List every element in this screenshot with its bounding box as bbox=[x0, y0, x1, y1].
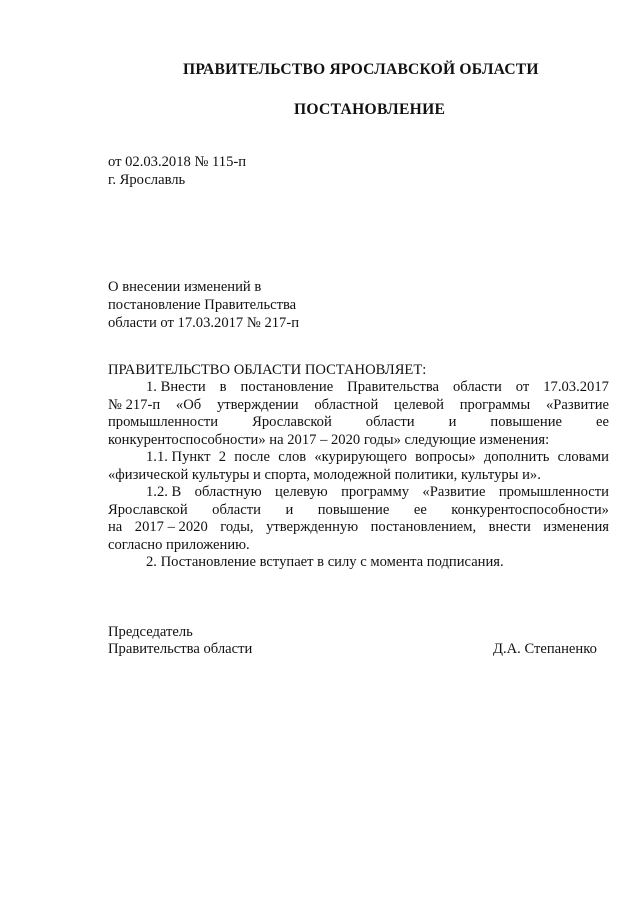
word: 2 bbox=[218, 449, 226, 465]
word: изменения bbox=[543, 519, 609, 535]
word: «Развитие bbox=[545, 396, 609, 413]
signatory-title: Правительства области bbox=[108, 641, 253, 657]
word: дополнить bbox=[483, 449, 550, 465]
paragraph-line: согласно приложению. bbox=[108, 536, 250, 553]
word: областную bbox=[194, 484, 262, 500]
word: «Об bbox=[175, 396, 202, 413]
signatory-title: Председатель bbox=[108, 624, 193, 640]
subject-line: области от 17.03.2017 № 217-п bbox=[108, 315, 300, 331]
word: промышленности bbox=[108, 414, 219, 430]
word: «курирующего bbox=[314, 449, 407, 465]
word: и bbox=[448, 414, 457, 430]
word: целевой bbox=[394, 396, 444, 413]
word: 1.1. Пункт bbox=[146, 449, 211, 465]
word: повышение bbox=[490, 414, 563, 430]
clause-1 bbox=[108, 379, 609, 449]
justified-line bbox=[108, 449, 609, 467]
justified-line bbox=[108, 414, 609, 432]
word: промышленности bbox=[498, 484, 609, 500]
document-type: ПОСТАНОВЛЕНИЕ bbox=[294, 101, 446, 118]
word: утверждении bbox=[216, 396, 299, 413]
signatory-name: Д.А. Степаненко bbox=[493, 641, 597, 657]
word: конкурентоспособности» bbox=[451, 501, 609, 518]
clause-2 bbox=[108, 554, 609, 572]
word: 2017 – 2020 bbox=[134, 519, 208, 535]
word: после bbox=[234, 449, 270, 465]
word: Ярославской bbox=[252, 414, 332, 430]
organization-title: ПРАВИТЕЛЬСТВО ЯРОСЛАВСКОЙ ОБЛАСТИ bbox=[183, 61, 539, 78]
word: программы bbox=[459, 396, 531, 413]
paragraph-line: «физической культуры и спорта, молодежной политики, культуры и». bbox=[108, 466, 541, 483]
word: 1.2. В bbox=[146, 484, 182, 500]
word: ее bbox=[413, 501, 427, 518]
word: внести bbox=[488, 519, 531, 535]
clause-1-1 bbox=[108, 449, 609, 484]
document-body bbox=[108, 379, 609, 572]
word: области bbox=[365, 414, 415, 430]
word: слов bbox=[278, 449, 307, 465]
clause-1-2 bbox=[108, 484, 609, 554]
justified-line bbox=[108, 379, 609, 397]
document-subject bbox=[108, 279, 299, 333]
word: «Развитие bbox=[422, 484, 486, 500]
justified-line bbox=[108, 519, 609, 537]
document-dateline: от 02.03.2018 № 115-п bbox=[108, 154, 247, 170]
word: повышение bbox=[317, 501, 390, 518]
paragraph-line: конкурентоспособности» на 2017 – 2020 годы» следующие изменения: bbox=[108, 431, 550, 448]
word: области bbox=[212, 501, 261, 518]
word: Ярославской bbox=[108, 501, 188, 518]
word: словами bbox=[557, 449, 609, 465]
word: областной bbox=[314, 396, 379, 413]
word: Правительства bbox=[347, 379, 440, 395]
justified-line bbox=[108, 502, 609, 520]
word: ее bbox=[596, 414, 609, 430]
word: 17.03.2017 bbox=[543, 379, 609, 395]
subject-line: О внесении изменений в bbox=[108, 279, 262, 295]
word: № 217-п bbox=[108, 396, 161, 413]
justified-line bbox=[108, 484, 609, 502]
word: утвержденную bbox=[266, 519, 359, 535]
word: вопросы» bbox=[415, 449, 476, 465]
subject-line: постановление Правительства bbox=[108, 297, 297, 313]
word: целевую bbox=[275, 484, 328, 500]
word: постановлением, bbox=[370, 519, 477, 535]
word: и bbox=[285, 501, 294, 518]
word: годы, bbox=[220, 519, 254, 535]
word: области bbox=[453, 379, 502, 395]
document-city: г. Ярославль bbox=[108, 172, 186, 188]
justified-line bbox=[108, 397, 609, 415]
word: в bbox=[219, 379, 227, 395]
decree-heading: ПРАВИТЕЛЬСТВО ОБЛАСТИ ПОСТАНОВЛЯЕТ: bbox=[108, 362, 427, 378]
word: программу bbox=[341, 484, 410, 500]
word: 1. Внести bbox=[146, 379, 206, 395]
word: от bbox=[515, 379, 530, 395]
word: постановление bbox=[240, 379, 334, 395]
paragraph-line: 2. Постановление вступает в силу с момента подписания. bbox=[146, 554, 504, 570]
word: на bbox=[108, 519, 123, 535]
